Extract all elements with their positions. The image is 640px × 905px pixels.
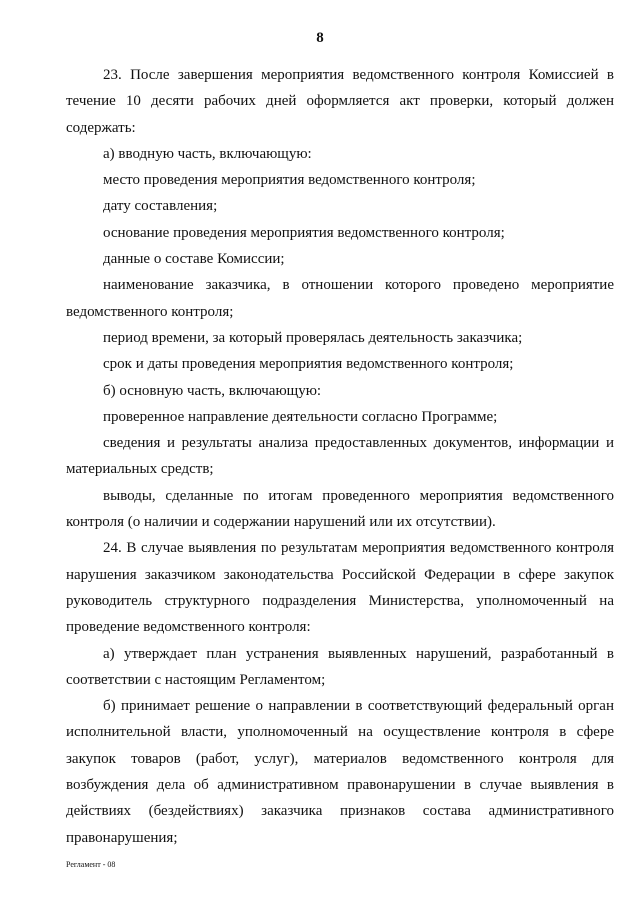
- list-item-direction: проверенное направление деятельности согласно Программе;: [103, 408, 498, 425]
- list-item-basis: основание проведения мероприятия ведомственного контроля;: [103, 224, 505, 241]
- page-number: 8: [316, 30, 324, 46]
- paragraph-24: 24. В случае выявления по результатам мероприятия ведомственного контроля нарушения заказчиком законодательства Российской Федерации в сфере закупок руководитель структурного подразделения Министерства, уполномоченный на проведение ведомственного контроля:: [66, 540, 614, 636]
- document-body: [66, 62, 614, 851]
- list-item-date: дату составления;: [103, 198, 218, 215]
- list-item-intro-part: а) вводную часть, включающую:: [103, 145, 312, 162]
- list-item-analysis: сведения и результаты анализа предоставленных документов, информации и материальных средств;: [66, 435, 614, 478]
- paragraph-23: 23. После завершения мероприятия ведомственного контроля Комиссией в течение 10 десяти рабочих дней оформляется акт проверки, который должен содержать:: [66, 67, 614, 136]
- list-item-main-part: б) основную часть, включающую:: [103, 382, 322, 399]
- list-item-term: срок и даты проведения мероприятия ведомственного контроля;: [103, 356, 514, 373]
- list-item-decision: б) принимает решение о направлении в соответствующий федеральный орган исполнительной власти, уполномоченный на осуществление контроля в сфере закупок товаров (работ, услуг), материалов ведомственного контроля для возбуждения дела об административном правонарушении в случае выявления в действиях (бездействиях) заказчика признаков состава административного правонарушения;: [66, 698, 614, 846]
- list-item-approve-plan: а) утверждает план устранения выявленных нарушений, разработанный в соответствии с настоящим Регламентом;: [66, 645, 614, 688]
- footer-document-code: Регламент - 08: [66, 860, 116, 869]
- list-item-conclusions: выводы, сделанные по итогам проведенного мероприятия ведомственного контроля (о наличии и содержании нарушений или их отсутствии).: [66, 487, 614, 531]
- list-item-customer: наименование заказчика, в отношении которого проведено мероприятие ведомственного контроля;: [66, 277, 614, 320]
- list-item-commission: данные о составе Комиссии;: [103, 251, 285, 268]
- list-item-period: период времени, за который проверялась деятельность заказчика;: [103, 329, 523, 346]
- list-item-place: место проведения мероприятия ведомственного контроля;: [103, 172, 476, 189]
